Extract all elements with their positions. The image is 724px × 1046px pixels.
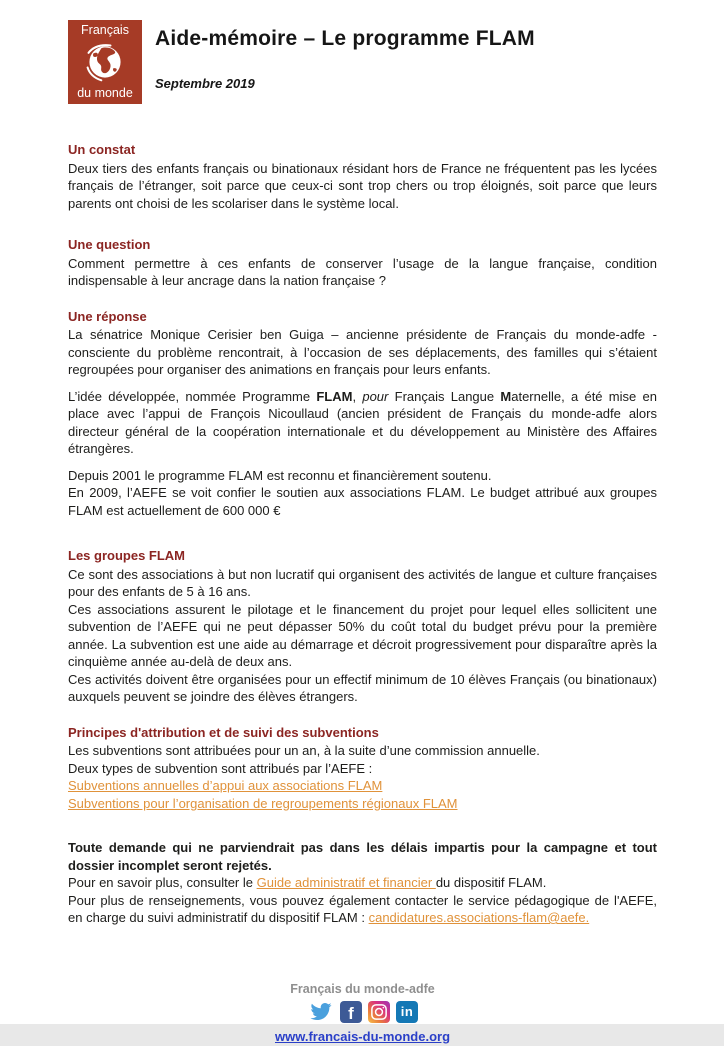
document-date: Septembre 2019 (155, 76, 255, 91)
text-run: aternelle, a été mise en place avec l’appui de François Nicoullaud (ancien président de Français du monde-adfe alors directeur général de la coopération internationale et du développement au Ministère des Affaires étrangères. (68, 388, 657, 456)
text-run: , (352, 388, 363, 404)
paragraph-principes-2: Deux types de subvention sont attribués par l’AEFE : (68, 760, 373, 776)
paragraph-depuis-2001: Depuis 2001 le programme FLAM est reconnu et financièrement soutenu. (68, 467, 492, 483)
paragraph-groupes-3: Ces activités doivent être organisées pour un effectif minimum de 10 élèves Français (ou binationaux) auxquels peuvent se joindre des élèves étrangers. (68, 671, 657, 704)
paragraph-reponse-2 (68, 388, 657, 458)
website-link[interactable]: www.francais-du-monde.org (274, 1028, 451, 1044)
header-text (142, 20, 535, 91)
paragraph-constat: Deux tiers des enfants français ou binationaux résidant hors de France ne fréquentent pas les lycées français de l’étranger, soit parce que ceux-ci sont trop chers ou trop éloignés, soit parce que leurs parents ont choisi de les scolariser dans le système local. (68, 160, 657, 211)
francais-du-monde-logo (68, 20, 142, 104)
paragraph-principes-1: Les subventions sont attribuées pour un an, à la suite d’une commission annuelle. (68, 743, 540, 758)
link-subventions-regroupements[interactable]: Subventions pour l’organisation de regroupements régionaux FLAM (68, 795, 458, 811)
paragraph-guide (68, 874, 657, 892)
linkedin-icon[interactable]: in (396, 1001, 418, 1023)
paragraph-en-2009: En 2009, l’AEFE se voit confier le soutien aux associations FLAM. Le budget attribué aux groupes FLAM est actuellement de 600 000 € (68, 485, 657, 518)
document-footer (68, 982, 657, 1046)
heading-un-constat: Un constat (68, 142, 136, 157)
link-candidatures-email[interactable]: candidatures.associations-flam@aefe. (368, 910, 590, 925)
heading-une-reponse: Une réponse (68, 308, 147, 324)
logo-text-bottom: du monde (77, 86, 133, 100)
text-run-bold: FLAM (316, 388, 353, 404)
section-constat (68, 141, 657, 212)
page-title: Aide-mémoire – Le programme FLAM (155, 27, 535, 50)
heading-une-question: Une question (68, 237, 151, 252)
twitter-icon[interactable] (307, 1001, 334, 1023)
section-principes (68, 724, 657, 813)
paragraph-groupes-2: Ces associations assurent le pilotage et le financement du projet pour lequel elles sollicitent une subvention de l’AEFE qui ne peut dépasser 50% du coût total du budget prévu pour la première année. La subvention est une aide au démarrage et décroit progressivement pour disparaître après la cinquième année au-delà de deux ans. (68, 601, 657, 669)
paragraph-question: Comment permettre à ces enfants de conserver l’usage de la langue française, condition indispensable à leur ancrage dans la nation française ? (68, 255, 657, 288)
document-body (68, 141, 657, 927)
text-run-italic: pour (362, 388, 389, 404)
paragraph-groupes-1: Ce sont des associations à but non lucratif qui organisent des activités de langue et culture françaises pour des enfants de 5 à 16 ans. (68, 566, 657, 599)
text-run: du dispositif FLAM. (435, 875, 547, 890)
paragraph-warning: Toute demande qui ne parviendrait pas dans les délais impartis pour la campagne et tout dossier incomplet seront rejetés. (68, 840, 657, 873)
globe-icon (83, 40, 127, 84)
section-groupes-flam (68, 547, 657, 706)
text-run: Pour en savoir plus, consulter le (68, 875, 257, 890)
link-subventions-annuelles[interactable]: Subventions annuelles d’appui aux associations FLAM (68, 778, 383, 793)
social-icons-row (68, 1000, 657, 1024)
text-run: Français Langue (388, 388, 501, 404)
footer-org-name: Français du monde-adfe (290, 981, 435, 996)
text-run: Pour plus de renseignements, vous pouvez également contacter le service pédagogique de l'AEFE, en charge du suivi administratif du dispositif FLAM : (68, 892, 657, 925)
link-guide-administratif[interactable]: Guide administratif et financier (256, 875, 436, 890)
instagram-icon[interactable] (368, 1001, 390, 1023)
paragraph-contact (68, 892, 657, 927)
heading-les-groupes-flam: Les groupes FLAM (68, 548, 186, 563)
text-run-bold: M (500, 388, 512, 404)
facebook-icon[interactable]: f (340, 1001, 362, 1023)
logo-text-top: Français (81, 23, 129, 37)
section-question (68, 236, 657, 290)
section-final (68, 839, 657, 927)
document-header (68, 20, 657, 104)
section-reponse (68, 308, 657, 520)
text-run: L’idée développée, nommée Programme (68, 388, 317, 404)
heading-principes-attribution: Principes d'attribution et de suivi des subventions (68, 724, 379, 740)
paragraph-reponse-1: La sénatrice Monique Cerisier ben Guiga – ancienne présidente de Français du monde-adfe - consciente du problème rencontrait, à l’occasion de ses déplacements, des familles qui s’étaient regroupées pour organiser des animations en français pour leurs enfants. (68, 327, 657, 377)
